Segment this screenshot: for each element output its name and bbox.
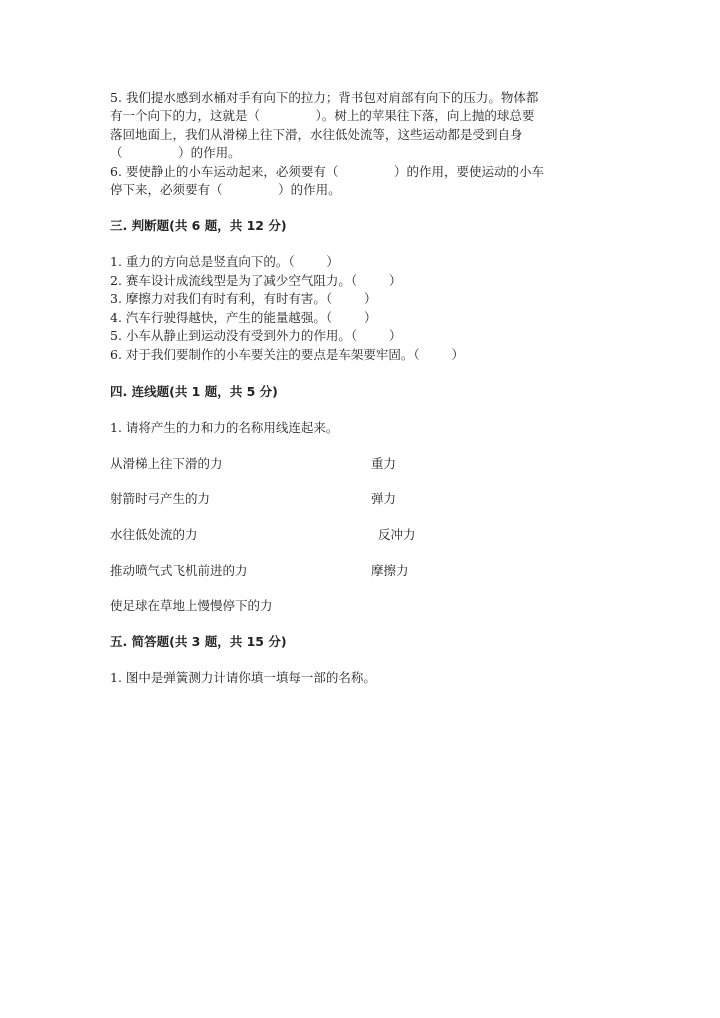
- match-right-4: 摩擦力: [371, 563, 409, 578]
- q6-line-2: 停下来，必须要有（ ）的作用。: [110, 182, 341, 197]
- section4-title: 四. 连线题(共 1 题，共 5 分): [110, 384, 278, 399]
- q5-line-1: 5. 我们提水感到水桶对手有向下的拉力；背书包对肩部有向下的压力。物体都: [110, 90, 539, 105]
- judge-item-5: 5. 小车从静止到运动没有受到外力的作用。（ ）: [110, 328, 402, 343]
- matching-question: 1. 请将产生的力和力的名称用线连起来。: [110, 420, 339, 435]
- match-left-1: 从滑梯上往下滑的力: [110, 456, 223, 471]
- q5-line-3: 落回地面上，我们从滑梯上往下滑，水往低处流等，这些运动都是受到自身: [110, 127, 523, 142]
- match-right-2: 弹力: [371, 491, 397, 506]
- match-right-3: 反冲力: [378, 527, 416, 542]
- q5-line-4: （ ）的作用。: [110, 145, 241, 160]
- judge-item-4: 4. 汽车行驶得越快，产生的能量越强。（ ）: [110, 310, 377, 325]
- judge-item-3: 3. 摩擦力对我们有时有利，有时有害。（ ）: [110, 291, 377, 306]
- match-left-5: 使足球在草地上慢慢停下的力: [110, 598, 273, 613]
- match-right-1: 重力: [371, 456, 397, 471]
- judge-item-2: 2. 赛车设计成流线型是为了减少空气阻力。（ ）: [110, 273, 402, 288]
- q6-line-1: 6. 要使静止的小车运动起来，必须要有（ ）的作用，要使运动的小车: [110, 164, 545, 179]
- short-answer-question: 1. 图中是弹簧测力计请你填一填每一部的名称。: [110, 670, 376, 685]
- q5-line-2: 有一个向下的力，这就是（ ）。树上的苹果往下落，向上抛的球总要: [110, 108, 535, 123]
- judge-item-1: 1. 重力的方向总是竖直向下的。（ ）: [110, 254, 339, 269]
- match-left-3: 水往低处流的力: [110, 527, 198, 542]
- section5-title: 五. 简答题(共 3 题，共 15 分): [110, 634, 287, 649]
- match-left-2: 射箭时弓产生的力: [110, 491, 211, 506]
- section3-title: 三. 判断题(共 6 题，共 12 分): [110, 218, 287, 233]
- judge-item-6: 6. 对于我们要制作的小车要关注的要点是车架要牢固。（ ）: [110, 347, 464, 362]
- match-left-4: 推动喷气式飞机前进的力: [110, 563, 248, 578]
